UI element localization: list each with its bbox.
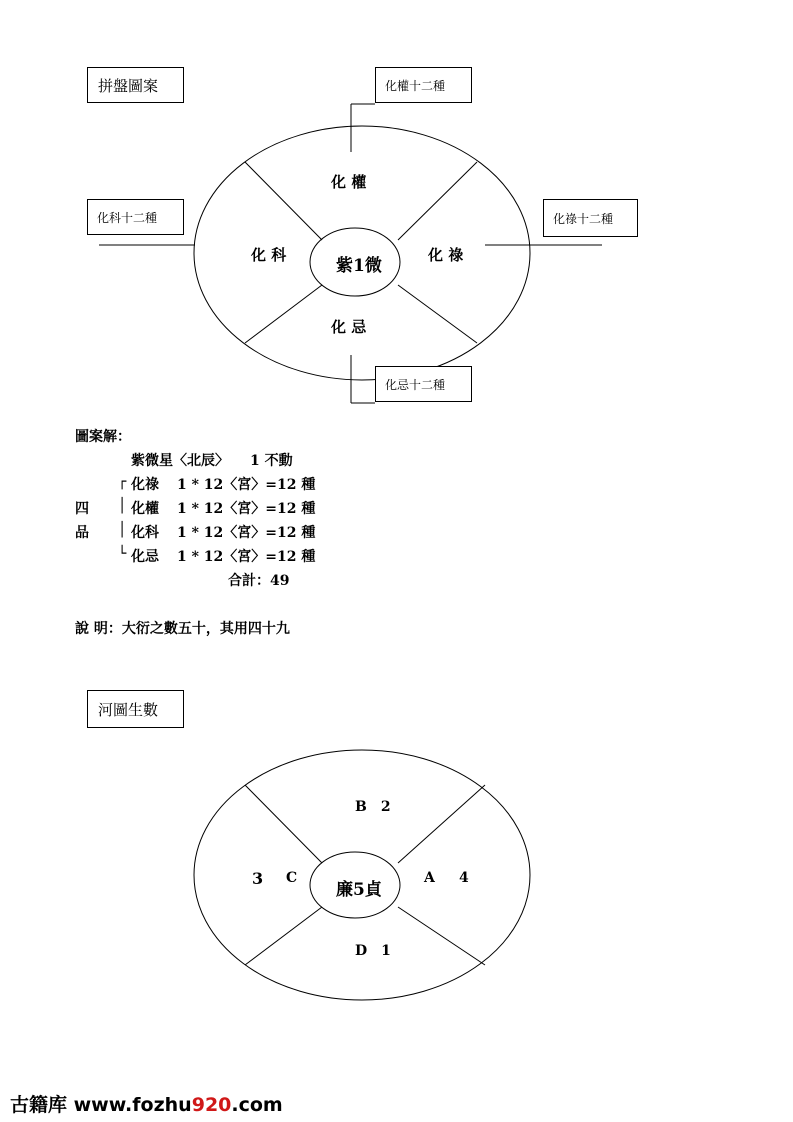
hetu-left-num: 3 <box>252 869 264 888</box>
hetu-title-box <box>87 690 184 728</box>
row-label-quan: 化權 <box>131 501 159 517</box>
sector-lu: 化 祿 <box>428 246 464 264</box>
hetu-top-label: B 2 <box>355 799 391 815</box>
quan-label: 化權十二種 <box>385 78 446 93</box>
note-line: 說 明：大衍之數五十，其用四十九 <box>75 621 290 637</box>
row-formula-ji: 1 * 12〈宮〉=12 種 <box>177 549 316 565</box>
hetu-right-num: 4 <box>459 870 469 886</box>
hetu-right-letter: A <box>424 870 435 886</box>
side-char-pin: 品 <box>75 525 89 541</box>
row-label-ke: 化科 <box>131 525 159 541</box>
ji-label: 化忌十二種 <box>385 377 446 392</box>
pattern-title: 拼盤圖案 <box>98 76 159 95</box>
center-lianzhen: 廉5貞 <box>336 880 382 900</box>
row-label-lu: 化祿 <box>131 477 159 493</box>
row-formula-ke: 1 * 12〈宮〉=12 種 <box>177 525 316 541</box>
ji-label-box <box>375 366 472 402</box>
center-ziwei: 紫1微 <box>336 256 382 276</box>
ke-label: 化科十二種 <box>97 210 158 225</box>
sector-ji: 化 忌 <box>331 318 367 336</box>
sector-ke: 化 科 <box>251 246 287 264</box>
bracket-2: │ <box>118 498 127 514</box>
hetu-bottom-label: D 1 <box>355 943 391 959</box>
watermark-number: 920 <box>191 1094 232 1116</box>
explanation-heading: 圖案解： <box>75 429 131 445</box>
bracket-1: ┌ <box>118 474 127 490</box>
lu-label-box <box>543 199 638 237</box>
site-watermark <box>10 1090 283 1117</box>
row-formula-quan: 1 * 12〈宮〉=12 種 <box>177 501 316 517</box>
ke-label-box <box>87 199 184 235</box>
bracket-3: │ <box>118 522 127 538</box>
watermark-text: 古籍库 www.fozhu <box>10 1094 192 1116</box>
bracket-4: └ <box>118 546 127 562</box>
watermark-tail: .com <box>231 1094 283 1116</box>
quan-label-box <box>375 67 472 103</box>
sector-quan: 化 權 <box>331 173 367 191</box>
side-char-si: 四 <box>75 501 89 517</box>
total-line: 合計：49 <box>228 573 290 589</box>
pattern-title-box <box>87 67 184 103</box>
lu-label: 化祿十二種 <box>553 211 614 226</box>
hetu-title: 河圖生數 <box>98 700 159 719</box>
row-formula-lu: 1 * 12〈宮〉=12 種 <box>177 477 316 493</box>
ziwei-line: 紫微星〈北辰〉 1 不動 <box>131 453 293 469</box>
row-label-ji: 化忌 <box>131 549 159 565</box>
hetu-left-letter: C <box>286 870 298 886</box>
